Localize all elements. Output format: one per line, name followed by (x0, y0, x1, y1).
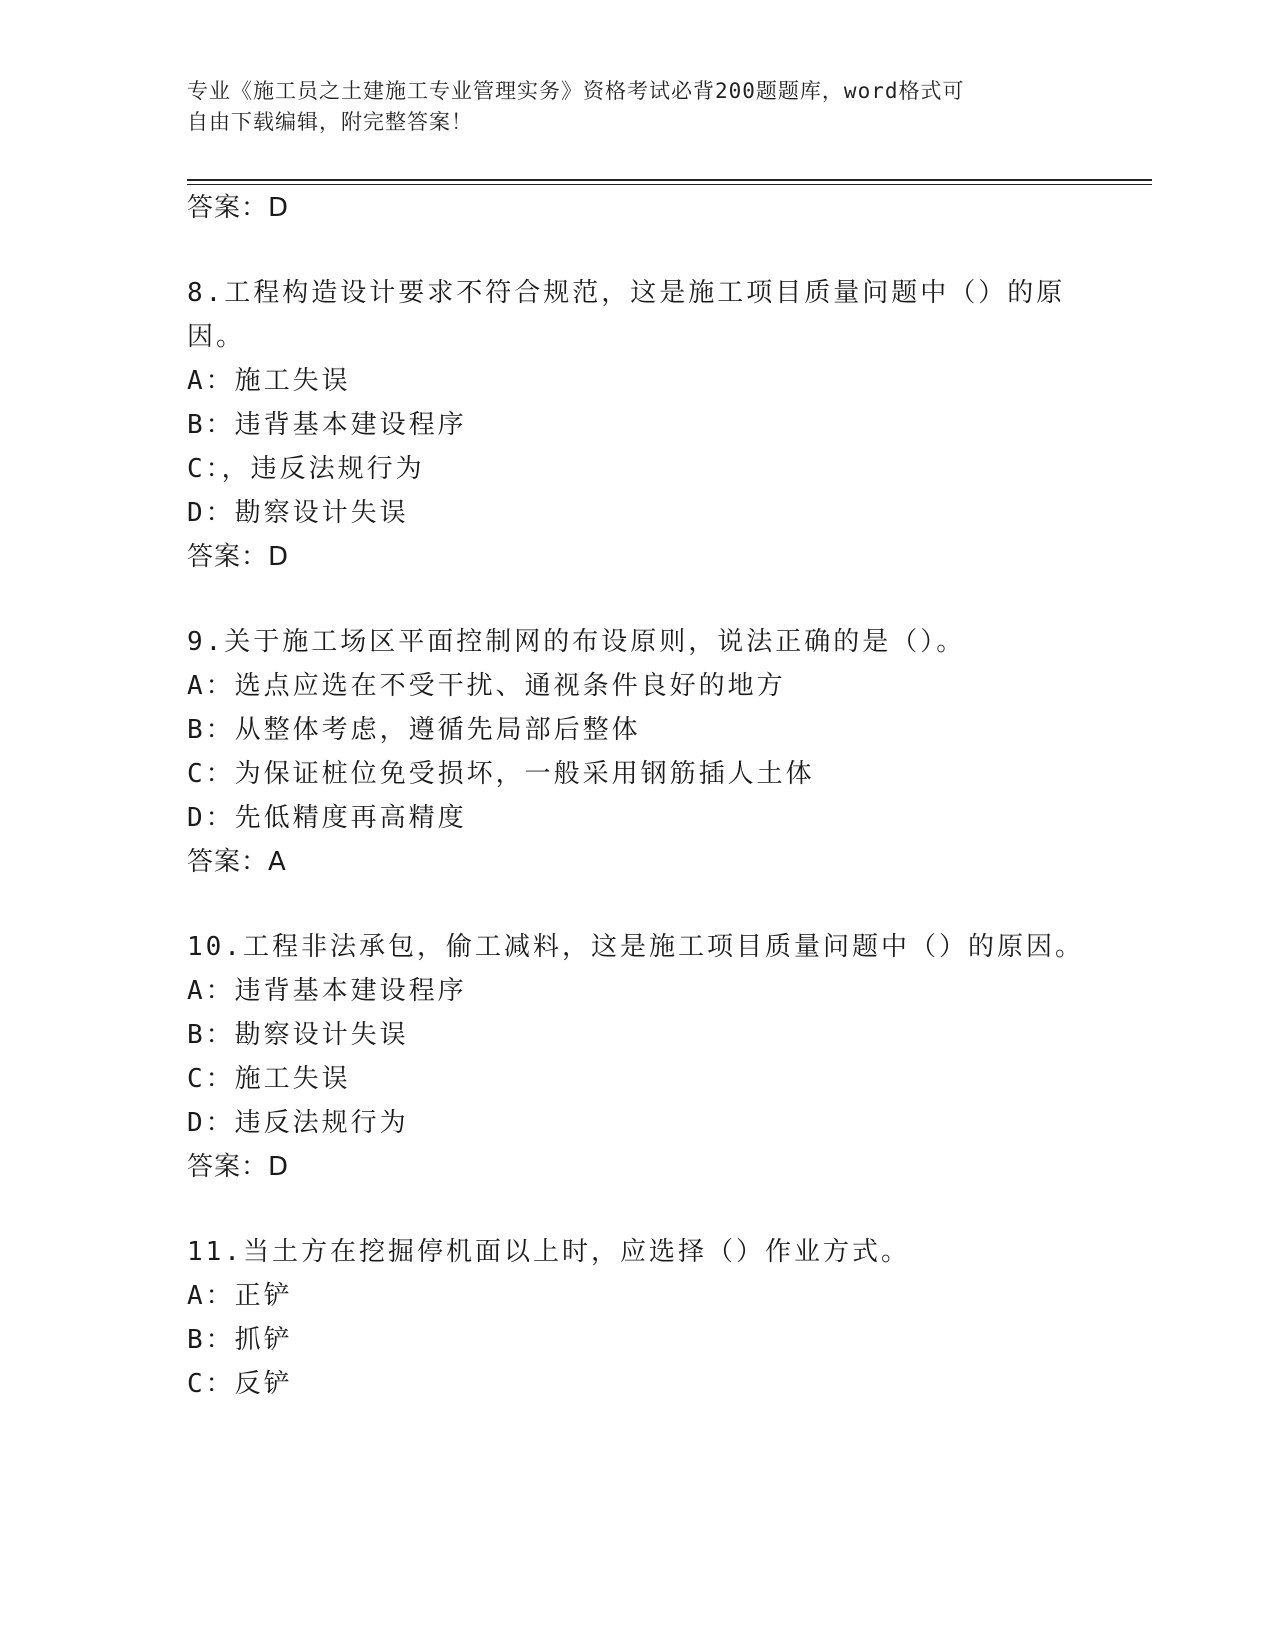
option-b: B：抓铲 (187, 1325, 293, 1355)
question-stem: 10.工程非法承包，偷工减料，这是施工项目质量问题中（）的原因。 (187, 932, 1084, 962)
answer-line: 答案：A (187, 847, 287, 877)
option-a: A：违背基本建设程序 (187, 976, 467, 1006)
header-line-2: 自由下载编辑，附完整答案！ (187, 110, 473, 134)
option-a: A：正铲 (187, 1281, 293, 1311)
option-b: B：勘察设计失误 (187, 1020, 409, 1050)
answer-line: 答案：D (187, 193, 290, 223)
option-c: C：，违反法规行为 (187, 454, 425, 484)
option-b: B：从整体考虑，遵循先局部后整体 (187, 715, 641, 745)
option-b: B：违背基本建设程序 (187, 410, 467, 440)
question-stem: 8.工程构造设计要求不符合规范，这是施工项目质量问题中（）的原 (187, 278, 1066, 308)
question-stem-continued: 因。 (187, 322, 246, 352)
option-d: D：先低精度再高精度 (187, 803, 467, 833)
header-divider-thick (187, 179, 1152, 181)
document-header (187, 76, 1067, 138)
option-c: C：反铲 (187, 1369, 293, 1399)
option-d: D：勘察设计失误 (187, 498, 409, 528)
option-a: A：施工失误 (187, 366, 351, 396)
option-d: D：违反法规行为 (187, 1108, 409, 1138)
answer-line: 答案：D (187, 1152, 290, 1182)
question-stem: 9.关于施工场区平面控制网的布设原则，说法正确的是（）。 (187, 627, 966, 657)
option-a: A：选点应选在不受干扰、通视条件良好的地方 (187, 671, 786, 701)
option-c: C：施工失误 (187, 1064, 351, 1094)
question-stem: 11.当土方在挖掘停机面以上时，应选择（）作业方式。 (187, 1237, 910, 1267)
header-divider-thin (187, 184, 1152, 185)
option-c: C：为保证桩位免受损坏，一般采用钢筋插人土体 (187, 759, 815, 789)
answer-line: 答案：D (187, 542, 290, 572)
header-line-1: 专业《施工员之土建施工专业管理实务》资格考试必背200题题库，word格式可 (187, 79, 965, 103)
